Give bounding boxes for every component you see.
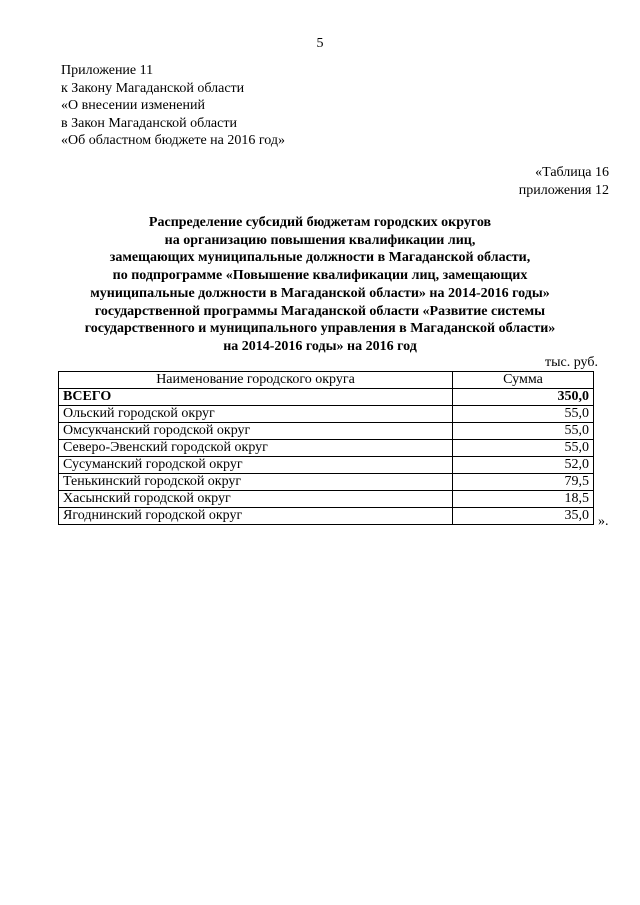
table-row xyxy=(59,440,594,457)
district-sum: 79,5 xyxy=(453,474,594,491)
table-row xyxy=(59,406,594,423)
district-sum: 55,0 xyxy=(453,440,594,457)
district-name: Хасынский городской округ xyxy=(59,491,453,508)
closing-quote-mark: ». xyxy=(598,514,609,529)
table-reference-line: «Таблица 16 xyxy=(535,165,609,180)
district-name: Северо-Эвенский городской округ xyxy=(59,440,453,457)
district-name: Омсукчанский городской округ xyxy=(59,423,453,440)
units-label: тыс. руб. xyxy=(545,355,598,370)
title-line: Распределение субсидий бюджетам городских округов xyxy=(148,215,492,230)
table-row xyxy=(59,474,594,491)
district-sum: 52,0 xyxy=(453,457,594,474)
table-row xyxy=(59,423,594,440)
subsidy-table xyxy=(58,371,594,525)
header-sum: Сумма xyxy=(453,372,594,389)
district-sum: 35,0 xyxy=(453,508,594,525)
title-line: по подпрограмме «Повышение квалификации лиц, замещающих xyxy=(112,268,528,284)
table-row xyxy=(59,491,594,508)
title-line: замещающих муниципальные должности в Магаданской области, xyxy=(109,250,531,266)
district-name: Сусуманский городской округ xyxy=(59,457,453,474)
district-name: Ягоднинский городской округ xyxy=(59,508,453,525)
table-total-row xyxy=(59,389,594,406)
page-number: 5 xyxy=(316,36,324,51)
total-sum: 350,0 xyxy=(453,389,594,406)
title-line: на организацию повышения квалификации лиц, xyxy=(164,232,476,248)
appendix-line: к Закону Магаданской области xyxy=(61,80,245,96)
table-header-row xyxy=(59,372,594,389)
table-row xyxy=(59,457,594,474)
title-line: государственной программы Магаданской области «Развитие системы xyxy=(94,303,546,319)
appendix-line: «Об областном бюджете на 2016 год» xyxy=(61,133,285,148)
appendix-line: «О внесении изменений xyxy=(61,98,205,113)
total-label: ВСЕГО xyxy=(59,389,453,406)
document-title xyxy=(0,214,640,356)
district-name: Тенькинский городской округ xyxy=(59,474,453,491)
appendix-line: в Закон Магаданской области xyxy=(61,115,237,131)
district-name: Ольский городской округ xyxy=(59,406,453,423)
header-district-name: Наименование городского округа xyxy=(59,372,453,389)
table-reference xyxy=(519,164,609,200)
title-line: государственного и муниципального управления в Магаданской области» xyxy=(84,321,556,337)
district-sum: 55,0 xyxy=(453,406,594,423)
district-sum: 55,0 xyxy=(453,423,594,440)
appendix-reference xyxy=(61,62,285,150)
table-row xyxy=(59,508,594,525)
title-line: муниципальные должности в Магаданской области» на 2014-2016 годы» xyxy=(90,285,550,301)
district-sum: 18,5 xyxy=(453,491,594,508)
title-line: на 2014-2016 годы» на 2016 год xyxy=(223,338,417,354)
appendix-line: Приложение 11 xyxy=(61,63,154,78)
table-reference-line: приложения 12 xyxy=(518,183,609,198)
